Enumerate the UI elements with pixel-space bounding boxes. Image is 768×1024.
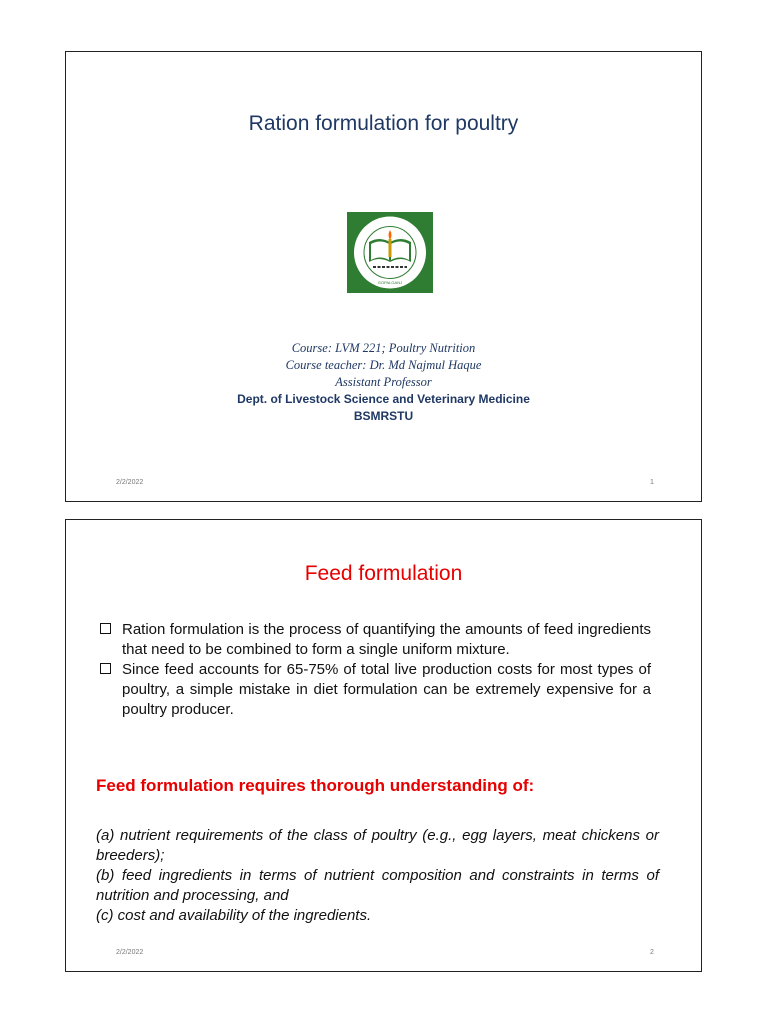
slide-2 — [65, 519, 702, 972]
requirement-item: (c) cost and availability of the ingredients. — [96, 907, 372, 924]
requirements-list — [96, 826, 659, 926]
svg-text:GOPALGANJ: GOPALGANJ — [377, 280, 403, 285]
slide-1 — [65, 51, 702, 502]
checkbox-bullet-icon — [100, 623, 111, 634]
course-line: Course: LVM 221; Poultry Nutrition — [291, 341, 476, 355]
page-number: 2 — [650, 949, 654, 956]
teacher-line: Course teacher: Dr. Md Najmul Haque — [285, 358, 482, 372]
section-heading: Feed formulation requires thorough understanding of: — [96, 776, 535, 795]
requirement-item: (b) feed ingredients in terms of nutrient composition and constraints in terms of nutrition and processing, and — [96, 867, 659, 904]
slide-date: 2/2/2022 — [116, 479, 144, 486]
university-seal-logo — [347, 212, 433, 293]
list-item: Ration formulation is the process of quantifying the amounts of feed ingredients that need to be combined to form a single uniform mixture. — [100, 620, 651, 660]
page-number: 1 — [650, 479, 654, 486]
slide-title: Feed formulation — [304, 562, 463, 585]
bullet-list — [100, 620, 651, 720]
list-item: Since feed accounts for 65-75% of total live production costs for most types of poultry, a simple mistake in diet formulation can be extremely expensive for a poultry producer. — [100, 660, 651, 720]
checkbox-bullet-icon — [100, 663, 111, 674]
university-line: BSMRSTU — [353, 409, 414, 423]
slide-title: Ration formulation for poultry — [248, 112, 519, 135]
department-line: Dept. of Livestock Science and Veterinary Medicine — [237, 392, 530, 406]
slide-date: 2/2/2022 — [116, 949, 144, 956]
position-line: Assistant Professor — [335, 375, 432, 389]
course-credits — [66, 340, 701, 425]
requirement-item: (a) nutrient requirements of the class of poultry (e.g., egg layers, meat chickens or breeders); — [96, 827, 659, 864]
